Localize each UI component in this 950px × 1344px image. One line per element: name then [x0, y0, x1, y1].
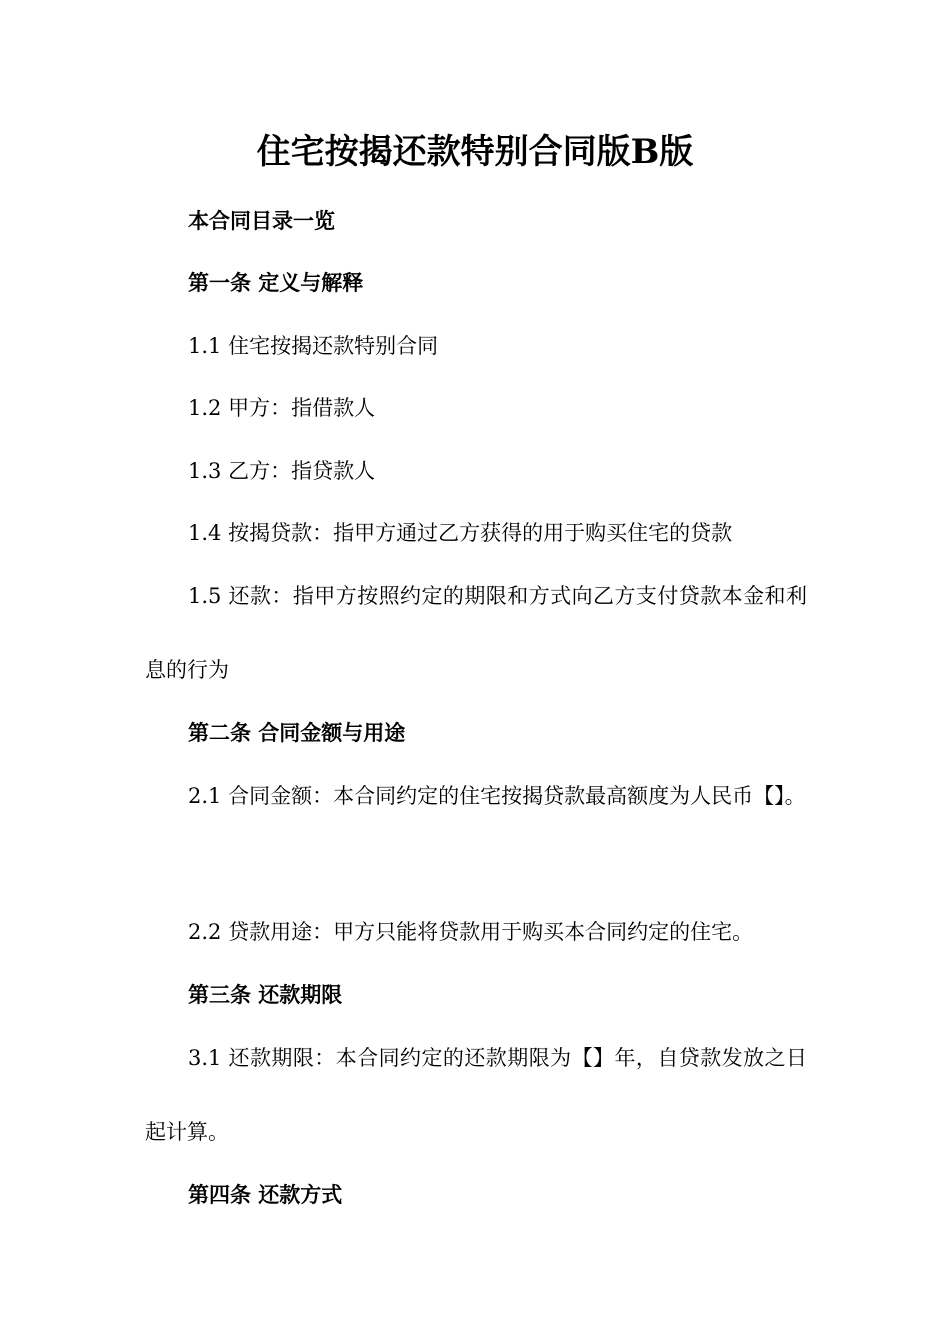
article-3-heading: 第三条 还款期限 [188, 983, 343, 1007]
clause-2-2: 2.2 贷款用途：甲方只能将贷款用于购买本合同约定的住宅。 [188, 920, 754, 944]
article-4-heading: 第四条 还款方式 [188, 1183, 343, 1207]
clause-1-2: 1.2 甲方：指借款人 [188, 396, 376, 420]
clause-1-3: 1.3 乙方：指贷款人 [188, 459, 376, 483]
clause-1-1: 1.1 住宅按揭还款特别合同 [188, 334, 439, 358]
clause-3-1: 3.1 还款期限：本合同约定的还款期限为【】年，自贷款发放之日起计算。 [145, 1046, 807, 1144]
document-title: 住宅按揭还款特别合同版B版 [256, 132, 694, 172]
clause-1-4: 1.4 按揭贷款：指甲方通过乙方获得的用于购买住宅的贷款 [188, 521, 733, 545]
article-2-heading: 第二条 合同金额与用途 [188, 721, 406, 745]
toc-heading: 本合同目录一览 [188, 209, 335, 233]
article-1-heading: 第一条 定义与解释 [188, 271, 364, 295]
clause-2-1: 2.1 合同金额：本合同约定的住宅按揭贷款最高额度为人民币【】。 [188, 784, 806, 808]
clause-1-5: 1.5 还款：指甲方按照约定的期限和方式向乙方支付贷款本金和利息的行为 [145, 584, 807, 682]
